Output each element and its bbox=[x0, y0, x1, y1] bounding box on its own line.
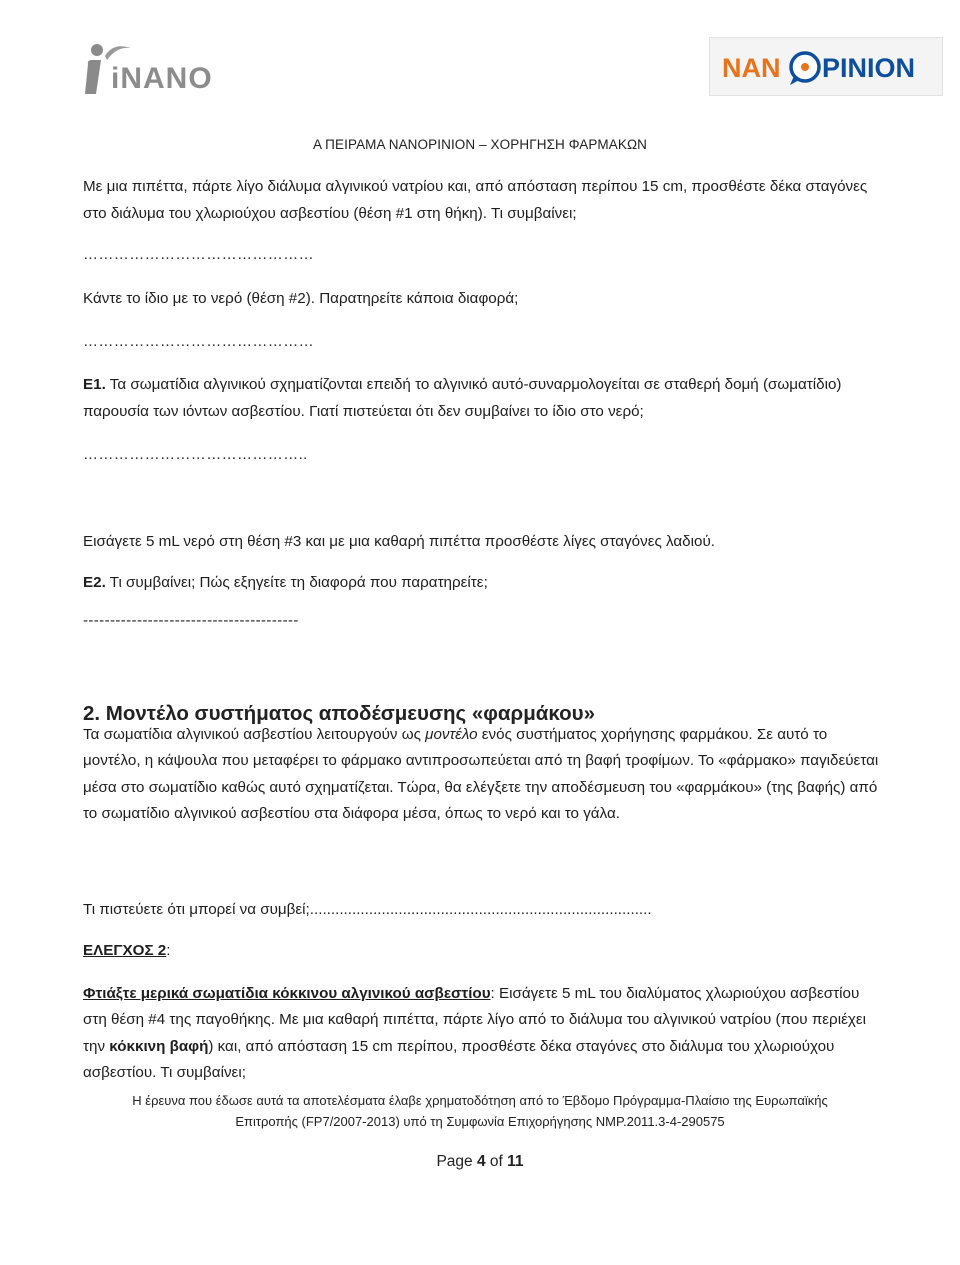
red-beads-heading: Φτιάξτε μερικά σωματίδια κόκκινου αλγινικού ασβεστίου bbox=[83, 985, 491, 1002]
question-e2 bbox=[83, 570, 883, 597]
red-beads-text-b: ) και, από απόσταση 15 cm περίπου, προσθέστε δέκα σταγόνες στο διάλυμα του χλωριούχου ασβεστίου. Τι συμβαίνει; bbox=[83, 1037, 835, 1081]
answer-line-1: ……………………………………… bbox=[83, 246, 314, 263]
answer-line-3: …………………………………….. bbox=[83, 446, 308, 463]
inano-logo bbox=[83, 38, 243, 104]
nanopinion-logo bbox=[709, 37, 943, 96]
question-e1 bbox=[83, 372, 883, 425]
nanopinion-bubble-icon bbox=[790, 53, 819, 85]
red-beads-instructions bbox=[83, 981, 883, 1086]
model-description-a: Τα σωματίδια αλγινικού ασβεστίου λειτουργούν ως bbox=[83, 726, 426, 743]
page-current: 4 bbox=[476, 1153, 486, 1170]
question-e2-text: Τι συμβαίνει; Πώς εξηγείτε τη διαφορά που παρατηρείτε; bbox=[105, 574, 488, 591]
question-e1-text: Τα σωματίδια αλγινικού σχηματίζονται επειδή το αλγινικό αυτό-συναρμολογείται σε σταθερή δομή (σωματίδιο) παρουσία των ιόντων ασβεστίου. Γιατί πιστεύεται ότι δεν συμβαίνει το ίδιο στο νερό; bbox=[83, 376, 842, 420]
red-beads-text-a: : Εισάγετε 5 mL του διαλύματος χλωριούχου ασβεστίου στη θέση #4 της παγοθήκης. Με μια καθαρή πιπέττα, πάρτε λίγο από το διάλυμα του αλγινικού νατρίου (που περιέχει την bbox=[83, 985, 866, 1055]
answer-line-2: ……………………………………… bbox=[83, 333, 314, 350]
question-e2-label: Ε2. bbox=[83, 574, 106, 591]
question-e1-label: Ε1. bbox=[83, 376, 106, 393]
control-2-label bbox=[83, 938, 883, 965]
page-total: 11 bbox=[507, 1153, 524, 1170]
nanopinion-logo-pinion: PINION bbox=[822, 53, 916, 83]
funding-notice-line-2: Επιτροπής (FP7/2007-2013) υπό τη Συμφωνία Επιχορήγησης NMP.2011.3-4-290575 bbox=[235, 1114, 725, 1129]
instruction-paragraph-2: Κάντε το ίδιο με το νερό (θέση #2). Παρατηρείτε κάποια διαφορά; bbox=[83, 290, 519, 307]
funding-notice-line-1: Η έρευνα που έδωσε αυτά τα αποτελέσματα έλαβε χρηματοδότηση από το Έβδομο Πρόγραμμα-Πλαίσιο της Ευρωπαϊκής bbox=[132, 1093, 828, 1108]
page-number bbox=[0, 1153, 960, 1171]
answer-dashes: ---------------------------------------- bbox=[83, 612, 299, 629]
page-of: of bbox=[485, 1153, 508, 1170]
document-header-title: Α ΠΕΙΡΑΜΑ NANOPINION – ΧΟΡΗΓΗΣΗ ΦΑΡΜΑΚΩΝ bbox=[312, 137, 648, 152]
page-word: Page bbox=[436, 1153, 477, 1170]
model-description-paragraph bbox=[83, 722, 883, 827]
prediction-question: Τι πιστεύετε ότι μπορεί να συμβεί;................................................................................. bbox=[83, 901, 652, 918]
model-description-b: ενός συστήματος χορήγησης φαρμάκου. Σε αυτό το μοντέλο, η κάψουλα που μεταφέρει το φάρμακο αντιπροσωπεύεται από τη βαφή τροφίμων. Το «φάρμακο» παγιδεύεται μέσα στο σωματίδιο καθώς αυτό σχηματίζεται. Τώρα, θα ελέγξετε την αποδέσμευση του «φαρμάκου» (της βαφής) από το σωματίδιο αλγινικού ασβεστίου στα διάφορα μέσα, όπως το νερό και το γάλα. bbox=[83, 726, 879, 822]
instruction-paragraph-1: Με μια πιπέττα, πάρτε λίγο διάλυμα αλγινικού νατρίου και, από απόσταση περίπου 15 cm, προσθέστε δέκα σταγόνες στο διάλυμα του χλωριούχου ασβεστίου (θέση #1 στη θήκη). Τι συμβαίνει; bbox=[83, 178, 868, 222]
control-2-colon: : bbox=[166, 942, 171, 959]
inano-logo-text: iNANO bbox=[111, 62, 213, 95]
instruction-paragraph-3: Εισάγετε 5 mL νερό στη θέση #3 και με μια καθαρή πιπέττα προσθέστε λίγες σταγόνες λαδιού. bbox=[83, 533, 715, 550]
nanopinion-logo-nan: NAN bbox=[722, 53, 781, 83]
section-heading: 2. Μοντέλο συστήματος αποδέσμευσης «φαρμάκου» bbox=[83, 702, 595, 725]
control-2-label-text: ΕΛΕΓΧΟΣ 2 bbox=[83, 942, 167, 959]
model-description-em: μοντέλο bbox=[425, 726, 478, 743]
red-dye-bold: κόκκινη βαφή bbox=[109, 1037, 209, 1055]
